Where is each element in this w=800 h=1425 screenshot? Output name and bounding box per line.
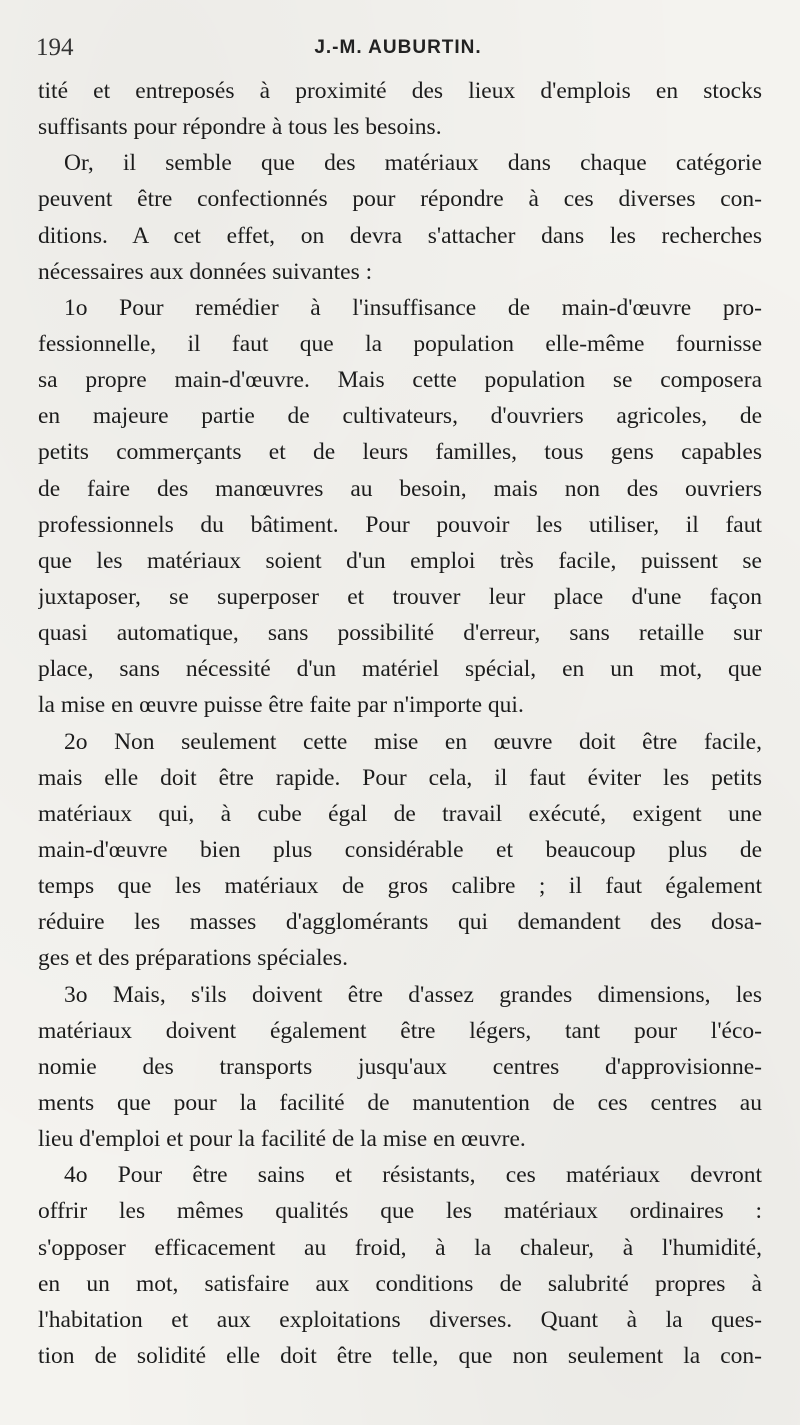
text-line: matériaux doivent également être légers, tant pour l'éco- [38, 1017, 762, 1044]
text-line: sa propre main-d'œuvre. Mais cette population se composera [38, 367, 762, 394]
text-line: juxtaposer, se superposer et trouver leur place d'une façon [38, 583, 762, 610]
text-line: mais elle doit être rapide. Pour cela, il faut éviter les petits [38, 764, 762, 791]
text-line: 1o Pour remédier à l'insuffisance de main-d'œuvre pro- [64, 294, 762, 321]
text-line: ments que pour la facilité de manutention de ces centres au [38, 1089, 762, 1116]
text-line: s'opposer efficacement au froid, à la chaleur, à l'humidité, [38, 1234, 762, 1261]
text-line: ditions. A cet effet, on devra s'attacher dans les recherches [38, 222, 762, 249]
text-line: tité et entreposés à proximité des lieux d'emplois en stocks [38, 78, 762, 104]
text-line: la mise en œuvre puisse être faite par n'importe qui. [38, 692, 524, 719]
text-line: tion de solidité elle doit être telle, que non seulement la con- [38, 1342, 762, 1369]
text-line: 3o Mais, s'ils doivent être d'assez grandes dimensions, les [64, 981, 762, 1008]
page-number: 194 [36, 34, 74, 61]
text-line: peuvent être confectionnés pour répondre à ces diverses con- [38, 186, 762, 213]
text-line: temps que les matériaux de gros calibre ; il faut également [38, 873, 762, 900]
text-line: main-d'œuvre bien plus considérable et beaucoup plus de [38, 836, 762, 863]
text-line: suffisants pour répondre à tous les besoins. [38, 114, 442, 141]
text-line: nécessaires aux données suivantes : [38, 258, 373, 285]
running-head: J.-M. AUBURTIN. [314, 37, 482, 58]
page-header [36, 34, 760, 64]
text-line: réduire les masses d'agglomérants qui demandent des dosa- [38, 909, 762, 936]
text-line: 2o Non seulement cette mise en œuvre doit être facile, [64, 728, 762, 755]
text-line: 4o Pour être sains et résistants, ces matériaux devront [64, 1162, 762, 1189]
text-line: petits commerçants et de leurs familles, tous gens capables [38, 439, 762, 466]
text-line: en majeure partie de cultivateurs, d'ouvriers agricoles, de [38, 403, 762, 430]
text-line: matériaux qui, à cube égal de travail exécuté, exigent une [38, 800, 762, 827]
text-line: en un mot, satisfaire aux conditions de salubrité propres à [38, 1270, 762, 1297]
text-line: quasi automatique, sans possibilité d'erreur, sans retaille sur [38, 620, 762, 647]
text-line: place, sans nécessité d'un matériel spécial, en un mot, que [38, 656, 762, 683]
text-line: Or, il semble que des matériaux dans chaque catégorie [64, 150, 762, 177]
text-line: professionnels du bâtiment. Pour pouvoir les utiliser, il faut [38, 511, 762, 538]
body-text [38, 73, 762, 1374]
text-line: fessionnelle, il faut que la population elle-même fournisse [38, 330, 762, 357]
text-line: ges et des préparations spéciales. [38, 945, 348, 972]
text-line: de faire des manœuvres au besoin, mais non des ouvriers [38, 475, 762, 502]
text-line: lieu d'emploi et pour la facilité de la mise en œuvre. [38, 1126, 526, 1153]
text-line: nomie des transports jusqu'aux centres d'approvisionne- [38, 1053, 762, 1080]
text-line: l'habitation et aux exploitations diverses. Quant à la ques- [38, 1306, 762, 1333]
text-line: que les matériaux soient d'un emploi très facile, puissent se [38, 547, 762, 574]
text-line: offrir les mêmes qualités que les matériaux ordinaires : [38, 1198, 762, 1225]
